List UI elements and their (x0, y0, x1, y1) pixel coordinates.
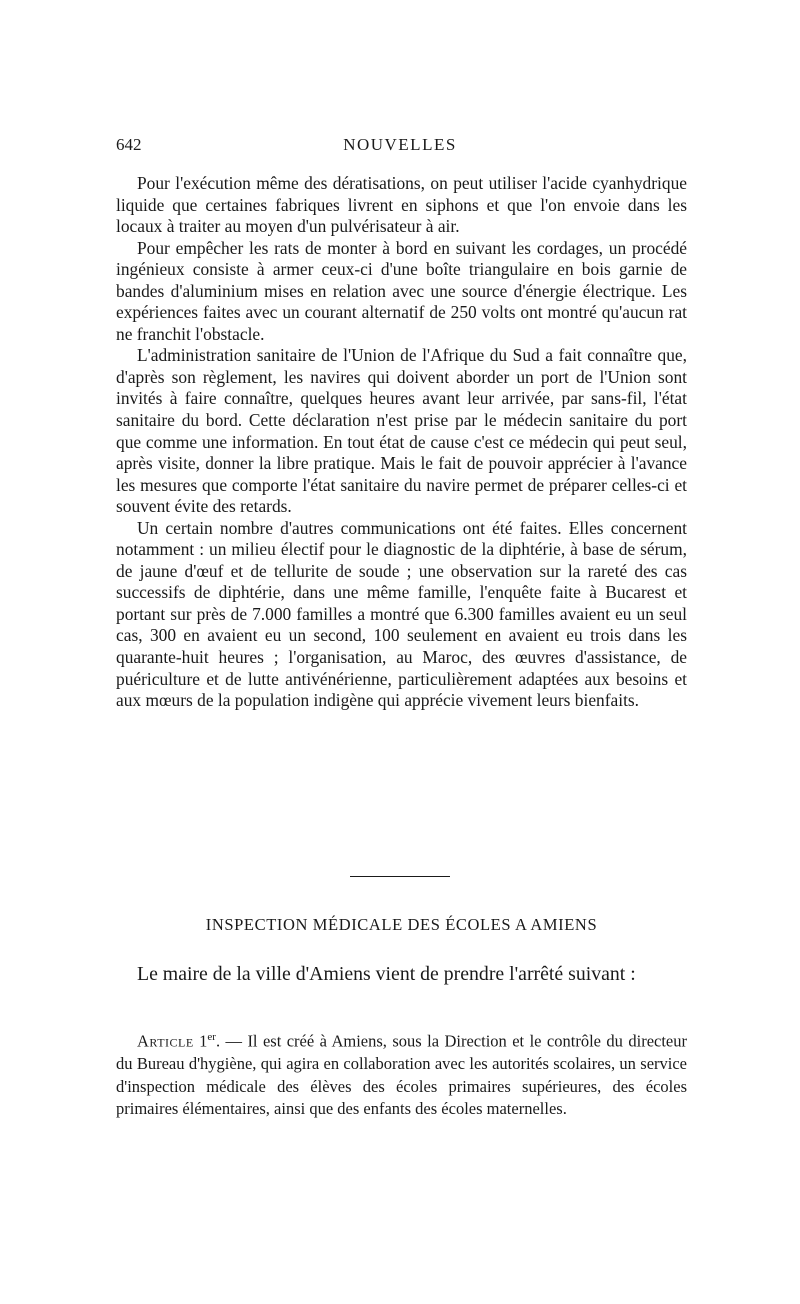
section-heading: INSPECTION MÉDICALE DES ÉCOLES A AMIENS (205, 915, 598, 934)
body-text (116, 173, 687, 712)
section-divider (350, 876, 450, 877)
running-head (116, 135, 684, 159)
section-intro: Le maire de la ville d'Amiens vient de prendre l'arrêté suivant : (137, 963, 636, 985)
article-text: . — Il est créé à Amiens, sous la Direction et le contrôle du directeur du Bureau d'hygiène, qui agira en collaboration avec les autorités scolaires, un service d'inspection médicale des élèves des écoles primaires supérieures, des écoles primaires élémentaires, ainsi que des enfants des écoles maternelles. (116, 1031, 687, 1119)
paragraph-rat-guard: Pour empêcher les rats de monter à bord en suivant les cordages, un procédé ingénieux consiste à armer ceux-ci d'une boîte triangulaire en bois garnie de bandes d'aluminium mises en relation avec une source d'énergie électrique. Les expériences faites avec un courant alternatif de 250 volts ont montré qu'aucun rat ne franchit l'obstacle. (116, 237, 687, 344)
page-number: 642 (116, 135, 142, 154)
article-1 (116, 1026, 687, 1121)
paragraph-other-communications: Un certain nombre d'autres communications ont été faites. Elles concernent notamment : un milieu électif pour le diagnostic de la diphtérie, à base de sérum, de jaune d'œuf et de tellurite de soude ; une observation sur la rareté des cas successifs de diphtérie, dans une même famille, l'enquête faite à Bucarest et portant sur près de 7.000 familles a montré que 6.300 familles avaient eu un seul cas, 300 en avaient eu un second, 100 seulement en avaient eu trois dans les quarante-huit heures ; l'organisation, au Maroc, des œuvres d'assistance, de puériculture et de lutte antivénérienne, particulièrement adaptées aux besoins et aux mœurs de la population indigène qui apprécie vivement leurs bienfaits. (116, 517, 687, 711)
article-label: Article (137, 1031, 194, 1051)
article-number-sup: er (207, 1031, 216, 1043)
paragraph-acid-deratisation: Pour l'exécution même des dératisations, on peut utiliser l'acide cyanhydrique liquide que certaines fabriques livrent en siphons et que l'on envoie dans les locaux à traiter au moyen d'un pulvérisateur à air. (116, 173, 687, 237)
running-title: NOUVELLES (343, 135, 457, 154)
paragraph-south-africa: L'administration sanitaire de l'Union de l'Afrique du Sud a fait connaître que, d'après son règlement, les navires qui doivent aborder un port de l'Union sont invités à faire connaître, quelques heures avant leur arrivée, par sans-fil, l'état sanitaire du bord. Cette déclaration n'est prise par le médecin sanitaire du port que comme une information. En tout état de cause c'est ce médecin qui peut seul, après visite, donner la libre pratique. Mais le fait de pouvoir apprécier à l'avance les mesures que comporte l'état sanitaire du navire permet de préparer celles-ci et souvent évite des retards. (116, 345, 687, 517)
article-number: 1 (199, 1031, 208, 1051)
